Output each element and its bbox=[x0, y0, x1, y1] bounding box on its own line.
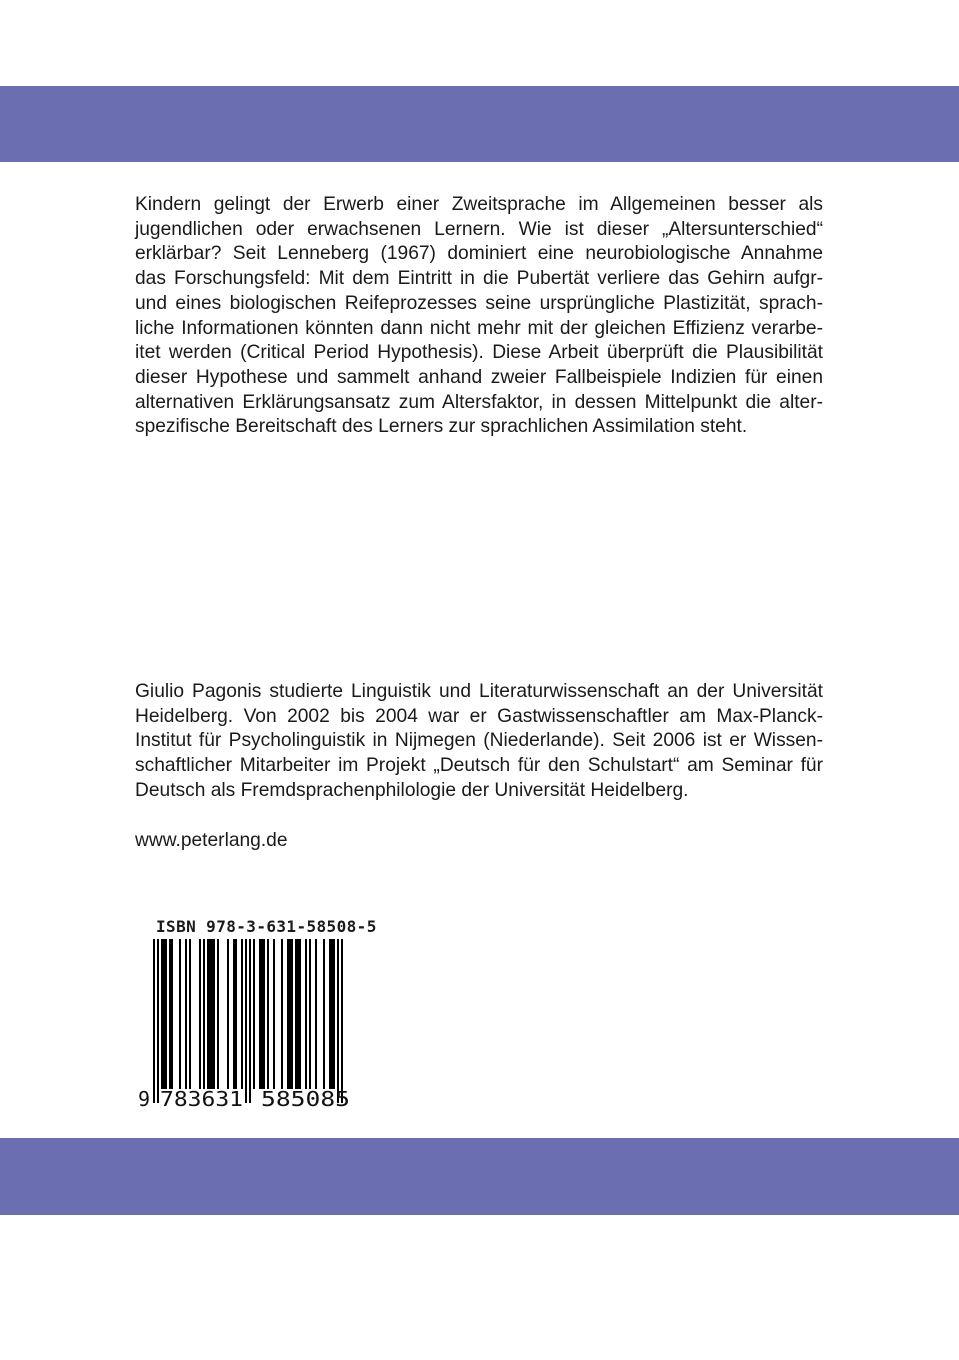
barcode-bar bbox=[333, 939, 335, 1089]
author-bio-line: Institut für Psycholinguistik in Nijmegen (Niederlande). Seit 2006 ist er Wissen- bbox=[135, 730, 823, 752]
barcode-bar bbox=[211, 939, 213, 1089]
author-bio-line: schaftlicher Mitarbeiter im Projekt „Deutsch für den Schulstart“ am Seminar für bbox=[135, 755, 823, 777]
barcode-bar bbox=[315, 939, 317, 1089]
bottom-color-band bbox=[0, 1138, 959, 1215]
barcode-guard-bar bbox=[337, 939, 339, 1103]
blurb-line: itet werden (Critical Period Hypothesis). Diese Arbeit überprüft die Plausibilität bbox=[135, 342, 823, 364]
barcode-bar bbox=[171, 939, 173, 1089]
barcode-bar bbox=[329, 939, 331, 1089]
barcode-bar bbox=[203, 939, 205, 1089]
barcode-bar bbox=[227, 939, 229, 1089]
barcode-bar bbox=[323, 939, 325, 1089]
barcode-bar bbox=[217, 939, 219, 1089]
blurb-line: jugendlichen oder erwachsenen Lernern. Wie ist dieser „Altersunterschied“ bbox=[135, 218, 823, 240]
barcode-bar bbox=[295, 939, 297, 1089]
barcode-bar bbox=[165, 939, 167, 1089]
barcode-bar bbox=[281, 939, 283, 1089]
barcode-graphic bbox=[135, 917, 365, 1112]
barcode-bar bbox=[199, 939, 201, 1089]
barcode-bar bbox=[299, 939, 301, 1089]
barcode-guard-bar bbox=[249, 939, 251, 1103]
isbn-barcode bbox=[135, 917, 377, 1112]
blurb-line: liche Informationen könnten dann nicht mehr mit der gleichen Effizienz verarbe- bbox=[135, 317, 823, 339]
barcode-bar bbox=[235, 939, 237, 1089]
barcode-guard-bar bbox=[341, 939, 343, 1103]
barcode-bar bbox=[267, 939, 269, 1089]
barcode-bar bbox=[289, 939, 291, 1089]
barcode-bar bbox=[287, 939, 289, 1089]
blurb-paragraph bbox=[135, 193, 823, 440]
barcode-bar bbox=[305, 939, 307, 1089]
barcode-bar bbox=[207, 939, 209, 1089]
blurb-line: spezifische Bereitschaft des Lerners zur sprachlichen Assimilation steht. bbox=[135, 416, 748, 438]
barcode-left-digits: 783631 bbox=[160, 1087, 243, 1111]
barcode-bar bbox=[209, 939, 211, 1089]
barcode-bar bbox=[309, 939, 311, 1089]
barcode-bar bbox=[189, 939, 191, 1089]
barcode-bar bbox=[253, 939, 255, 1089]
barcode-bar bbox=[185, 939, 187, 1089]
barcode-bar bbox=[261, 939, 263, 1089]
barcode-bar bbox=[163, 939, 165, 1089]
barcode-bar bbox=[161, 939, 163, 1089]
publisher-website-link[interactable]: www.peterlang.de bbox=[135, 830, 288, 851]
barcode-bar bbox=[233, 939, 235, 1089]
author-bio-paragraph bbox=[135, 680, 823, 804]
author-bio-line: Giulio Pagonis studierte Linguistik und Literaturwissenschaft an der Universität bbox=[135, 681, 823, 702]
barcode-bar bbox=[169, 939, 171, 1089]
barcode-guard-bar bbox=[157, 939, 159, 1103]
blurb-line: dieser Hypothese und sammelt anhand zweier Fallbeispiele Indizien für einen bbox=[135, 366, 823, 388]
blurb-line: das Forschungsfeld: Mit dem Eintritt in die Pubertät verliere das Gehirn aufgr- bbox=[135, 268, 823, 290]
blurb-line: und eines biologischen Reifeprozesses seine ursprüngliche Plastizität, sprach- bbox=[135, 292, 823, 314]
barcode-guard-bar bbox=[245, 939, 247, 1103]
top-color-band bbox=[0, 86, 959, 162]
blurb-line: erklärbar? Seit Lenneberg (1967) dominiert eine neurobiologische Annahme bbox=[135, 243, 823, 265]
barcode-bar bbox=[179, 939, 181, 1089]
barcode-bar bbox=[259, 939, 261, 1089]
barcode-bar bbox=[263, 939, 265, 1089]
blurb-line: alternativen Erklärungsansatz zum Altersfaktor, in dessen Mittelpunkt die alter- bbox=[135, 391, 823, 413]
barcode-bar bbox=[241, 939, 243, 1089]
barcode-bar bbox=[273, 939, 275, 1089]
barcode-right-digits: 585085 bbox=[261, 1087, 350, 1111]
blurb-line: Kindern gelingt der Erwerb einer Zweitsprache im Allgemeinen besser als bbox=[135, 194, 823, 215]
barcode-first-digit: 9 bbox=[138, 1087, 151, 1111]
barcode-bar bbox=[331, 939, 333, 1089]
barcode-guard-bar bbox=[153, 939, 155, 1103]
author-bio-line: Heidelberg. Von 2002 bis 2004 war er Gastwissenschaftler am Max-Planck- bbox=[135, 705, 823, 727]
barcode-bar bbox=[213, 939, 215, 1089]
barcode-bar bbox=[297, 939, 299, 1089]
author-bio-line: Deutsch als Fremdsprachenphilologie der Universität Heidelberg. bbox=[135, 779, 689, 801]
isbn-label: ISBN 978-3-631-58508-5 bbox=[156, 917, 377, 936]
barcode-bar bbox=[291, 939, 293, 1089]
barcode-bars bbox=[153, 939, 343, 1103]
